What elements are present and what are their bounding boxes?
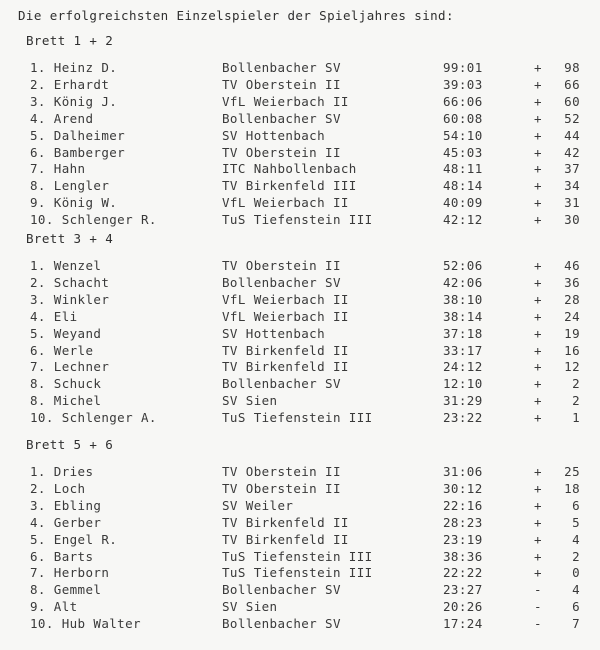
diff-sign: - (534, 599, 542, 615)
club-name: TuS Tiefenstein III (222, 548, 373, 564)
diff-sign: + (534, 565, 542, 581)
diff-sign: + (534, 410, 542, 426)
diff-sign: + (534, 325, 542, 341)
score: 12:10 (443, 376, 483, 392)
club-name: TV Oberstein II (222, 76, 341, 92)
diff-value: 28 (564, 291, 580, 307)
player-row (0, 128, 600, 144)
club-name: TV Oberstein II (222, 480, 341, 496)
player-name: 8. Schuck (30, 376, 102, 392)
player-row (0, 212, 600, 228)
player-name: 5. Engel R. (30, 531, 118, 547)
player-name: 4. Eli (30, 308, 78, 324)
player-row (0, 481, 600, 497)
player-row (0, 616, 600, 632)
player-name: 1. Dries (30, 464, 94, 479)
score: 37:18 (443, 325, 483, 341)
club-name: ITC Nahbollenbach (222, 161, 357, 177)
diff-value: 98 (564, 60, 580, 75)
diff-value: 4 (572, 531, 580, 547)
player-name: 7. Hahn (30, 161, 86, 177)
score: 23:22 (443, 410, 483, 426)
club-name: Bollenbacher SV (222, 110, 341, 126)
player-row (0, 309, 600, 325)
score: 22:16 (443, 497, 483, 513)
player-row (0, 145, 600, 161)
club-name: SV Hottenbach (222, 325, 326, 341)
score: 60:08 (443, 110, 483, 126)
diff-sign: + (534, 359, 542, 375)
diff-value: 30 (564, 212, 580, 228)
player-name: 10. Schlenger A. (30, 410, 157, 426)
section-heading: Brett 1 + 2 (26, 33, 114, 48)
player-row (0, 393, 600, 409)
club-name: TV Birkenfeld II (222, 342, 349, 358)
score: 31:06 (443, 464, 483, 479)
club-name: SV Sien (222, 599, 278, 615)
score: 23:19 (443, 531, 483, 547)
player-name: 3. Ebling (30, 497, 102, 513)
diff-value: 18 (564, 480, 580, 496)
diff-value: 66 (564, 76, 580, 92)
diff-sign: + (534, 161, 542, 177)
score: 66:06 (443, 93, 483, 109)
club-name: TV Birkenfeld II (222, 531, 349, 547)
player-name: 6. Werle (30, 342, 94, 358)
diff-value: 46 (564, 258, 580, 273)
player-name: 7. Herborn (30, 565, 110, 581)
diff-value: 16 (564, 342, 580, 358)
diff-value: 42 (564, 144, 580, 160)
player-name: 5. Weyand (30, 325, 102, 341)
diff-sign: + (534, 308, 542, 324)
player-row (0, 376, 600, 392)
diff-sign: + (534, 178, 542, 194)
diff-sign: + (534, 342, 542, 358)
player-row (0, 359, 600, 375)
diff-value: 6 (572, 599, 580, 615)
player-name: 1. Heinz D. (30, 60, 118, 75)
player-row (0, 111, 600, 127)
player-row (0, 77, 600, 93)
diff-sign: + (534, 195, 542, 211)
score: 28:23 (443, 514, 483, 530)
diff-sign: + (534, 76, 542, 92)
player-name: 7. Lechner (30, 359, 110, 375)
score: 20:26 (443, 599, 483, 615)
score: 39:03 (443, 76, 483, 92)
player-row (0, 94, 600, 110)
player-name: 1. Wenzel (30, 258, 102, 273)
diff-value: 12 (564, 359, 580, 375)
diff-value: 7 (572, 616, 580, 632)
club-name: TV Oberstein II (222, 144, 341, 160)
player-name: 5. Dalheimer (30, 127, 126, 143)
diff-value: 0 (572, 565, 580, 581)
diff-value: 25 (564, 464, 580, 479)
diff-sign: + (534, 110, 542, 126)
diff-value: 24 (564, 308, 580, 324)
score: 45:03 (443, 144, 483, 160)
score: 54:10 (443, 127, 483, 143)
club-name: Bollenbacher SV (222, 376, 341, 392)
club-name: SV Hottenbach (222, 127, 326, 143)
diff-sign: + (534, 60, 542, 75)
player-row (0, 599, 600, 615)
diff-value: 60 (564, 93, 580, 109)
score: 42:06 (443, 274, 483, 290)
club-name: Bollenbacher SV (222, 616, 341, 632)
diff-value: 2 (572, 548, 580, 564)
player-row (0, 565, 600, 581)
player-name: 4. Gerber (30, 514, 102, 530)
diff-sign: + (534, 274, 542, 290)
club-name: SV Sien (222, 393, 278, 409)
diff-sign: + (534, 497, 542, 513)
score: 42:12 (443, 212, 483, 228)
score: 38:14 (443, 308, 483, 324)
diff-sign: + (534, 376, 542, 392)
club-name: TuS Tiefenstein III (222, 410, 373, 426)
player-name: 9. Alt (30, 599, 78, 615)
diff-value: 44 (564, 127, 580, 143)
score: 52:06 (443, 258, 483, 273)
player-name: 6. Barts (30, 548, 94, 564)
diff-sign: + (534, 514, 542, 530)
player-name: 3. König J. (30, 93, 118, 109)
score: 23:27 (443, 582, 483, 598)
diff-sign: + (534, 548, 542, 564)
player-row (0, 195, 600, 211)
player-row (0, 292, 600, 308)
club-name: Bollenbacher SV (222, 60, 341, 75)
score: 17:24 (443, 616, 483, 632)
club-name: TuS Tiefenstein III (222, 212, 373, 228)
section-heading: Brett 5 + 6 (26, 437, 114, 452)
score: 22:22 (443, 565, 483, 581)
club-name: SV Weiler (222, 497, 294, 513)
score: 48:11 (443, 161, 483, 177)
club-name: Bollenbacher SV (222, 274, 341, 290)
diff-sign: + (534, 212, 542, 228)
diff-sign: + (534, 93, 542, 109)
score: 33:17 (443, 342, 483, 358)
club-name: TuS Tiefenstein III (222, 565, 373, 581)
club-name: VfL Weierbach II (222, 308, 349, 324)
player-row (0, 275, 600, 291)
club-name: TV Oberstein II (222, 464, 341, 479)
diff-value: 1 (572, 410, 580, 426)
score: 99:01 (443, 60, 483, 75)
player-row (0, 498, 600, 514)
diff-sign: - (534, 582, 542, 598)
diff-sign: + (534, 464, 542, 479)
score: 24:12 (443, 359, 483, 375)
diff-value: 31 (564, 195, 580, 211)
player-name: 8. Michel (30, 393, 102, 409)
player-name: 9. König W. (30, 195, 118, 211)
diff-value: 5 (572, 514, 580, 530)
diff-sign: + (534, 258, 542, 273)
club-name: VfL Weierbach II (222, 195, 349, 211)
page-title: Die erfolgreichsten Einzelspieler der Spieljahres sind: (18, 8, 454, 23)
diff-sign: - (534, 616, 542, 632)
player-name: 10. Schlenger R. (30, 212, 157, 228)
player-row (0, 464, 600, 480)
diff-sign: + (534, 531, 542, 547)
player-row (0, 549, 600, 565)
player-row (0, 582, 600, 598)
player-name: 2. Erhardt (30, 76, 110, 92)
player-row (0, 60, 600, 76)
club-name: Bollenbacher SV (222, 582, 341, 598)
club-name: TV Birkenfeld III (222, 178, 357, 194)
player-name: 2. Schacht (30, 274, 110, 290)
player-name: 6. Bamberger (30, 144, 126, 160)
diff-value: 52 (564, 110, 580, 126)
club-name: TV Birkenfeld II (222, 359, 349, 375)
score: 48:14 (443, 178, 483, 194)
score: 38:10 (443, 291, 483, 307)
score: 38:36 (443, 548, 483, 564)
score: 31:29 (443, 393, 483, 409)
diff-value: 34 (564, 178, 580, 194)
diff-value: 37 (564, 161, 580, 177)
player-row (0, 178, 600, 194)
player-name: 8. Gemmel (30, 582, 102, 598)
diff-sign: + (534, 127, 542, 143)
club-name: VfL Weierbach II (222, 93, 349, 109)
diff-value: 19 (564, 325, 580, 341)
player-row (0, 343, 600, 359)
club-name: TV Birkenfeld II (222, 514, 349, 530)
player-name: 10. Hub Walter (30, 616, 141, 632)
player-name: 8. Lengler (30, 178, 110, 194)
club-name: VfL Weierbach II (222, 291, 349, 307)
diff-sign: + (534, 144, 542, 160)
player-name: 2. Loch (30, 480, 86, 496)
diff-sign: + (534, 480, 542, 496)
diff-value: 4 (572, 582, 580, 598)
diff-value: 2 (572, 393, 580, 409)
player-name: 4. Arend (30, 110, 94, 126)
section-heading: Brett 3 + 4 (26, 231, 114, 246)
player-row (0, 161, 600, 177)
player-row (0, 326, 600, 342)
diff-value: 2 (572, 376, 580, 392)
diff-value: 6 (572, 497, 580, 513)
player-row (0, 532, 600, 548)
diff-sign: + (534, 291, 542, 307)
player-row (0, 410, 600, 426)
player-row (0, 515, 600, 531)
score: 40:09 (443, 195, 483, 211)
diff-sign: + (534, 393, 542, 409)
club-name: TV Oberstein II (222, 258, 341, 273)
player-name: 3. Winkler (30, 291, 110, 307)
player-row (0, 258, 600, 274)
diff-value: 36 (564, 274, 580, 290)
score: 30:12 (443, 480, 483, 496)
